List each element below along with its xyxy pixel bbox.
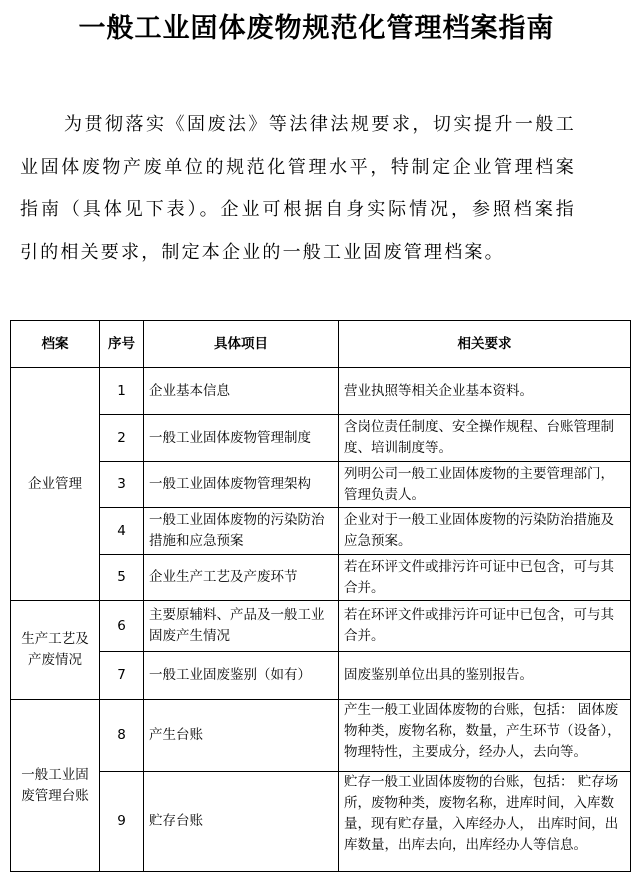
- row-requirement: 若在环评文件或排污许可证中已包含，可与其合并。: [339, 555, 631, 601]
- intro-paragraph: 为贯彻落实《固废法》等法律法规要求，切实提升一般工业固体废物产废单位的规范化管理水平，特制定企业管理档案指南（具体见下表）。企业可根据自身实际情况，参照档案指引的相关要求，制定本企业的一般工业固废管理档案。: [20, 114, 576, 263]
- row-item: 企业基本信息: [144, 368, 339, 415]
- table-row: [11, 652, 631, 700]
- row-requirement: 若在环评文件或排污许可证中已包含，可与其合并。: [339, 601, 631, 652]
- table-row: [11, 415, 631, 462]
- header-requirement: 相关要求: [339, 321, 631, 368]
- row-number: 1: [100, 368, 144, 415]
- header-item: 具体项目: [144, 321, 339, 368]
- row-requirement: 固废鉴别单位出具的鉴别报告。: [339, 652, 631, 700]
- row-number: 2: [100, 415, 144, 462]
- group-cell: 企业管理: [11, 368, 100, 601]
- table-row: [11, 700, 631, 772]
- group-cell: 一般工业固废管理台账: [11, 700, 100, 872]
- row-item: 一般工业固体废物管理架构: [144, 462, 339, 508]
- row-number: 3: [100, 462, 144, 508]
- archive-table: [10, 320, 631, 872]
- row-item: 一般工业固体废物的污染防治措施和应急预案: [144, 508, 339, 555]
- row-number: 5: [100, 555, 144, 601]
- page-title: 一般工业固体废物规范化管理档案指南: [78, 13, 555, 44]
- row-number: 7: [100, 652, 144, 700]
- header-archive: 档案: [11, 321, 100, 368]
- table-row: [11, 508, 631, 555]
- group-cell: 生产工艺及产废情况: [11, 601, 100, 700]
- row-requirement: 企业对于一般工业固体废物的污染防治措施及应急预案。: [339, 508, 631, 555]
- row-requirement: 贮存一般工业固体废物的台账，包括： 贮存场所，废物种类，废物名称，进库时间，入库数量，现有贮存量，入库经办人， 出库时间，出库数量，出库去向，出库经办人等信息。: [339, 772, 631, 872]
- header-number: 序号: [100, 321, 144, 368]
- row-number: 6: [100, 601, 144, 652]
- table-row: [11, 772, 631, 872]
- row-number: 9: [100, 772, 144, 872]
- table-row: [11, 462, 631, 508]
- table-row: [11, 601, 631, 652]
- row-item: 企业生产工艺及产废环节: [144, 555, 339, 601]
- row-item: 贮存台账: [144, 772, 339, 872]
- row-requirement: 产生一般工业固体废物的台账，包括： 固体废物种类，废物名称，数量，产生环节（设备），物理特性，主要成分，经办人，去向等。: [339, 700, 631, 772]
- row-number: 4: [100, 508, 144, 555]
- row-item: 一般工业固废鉴别（如有）: [144, 652, 339, 700]
- row-requirement: 列明公司一般工业固体废物的主要管理部门，管理负责人。: [339, 462, 631, 508]
- row-requirement: 含岗位责任制度、安全操作规程、台账管理制度、培训制度等。: [339, 415, 631, 462]
- table-row: [11, 555, 631, 601]
- table-row: [11, 368, 631, 415]
- row-requirement: 营业执照等相关企业基本资料。: [339, 368, 631, 415]
- row-item: 一般工业固体废物管理制度: [144, 415, 339, 462]
- row-item: 主要原辅料、产品及一般工业固废产生情况: [144, 601, 339, 652]
- row-item: 产生台账: [144, 700, 339, 772]
- table-header-row: [11, 321, 631, 368]
- row-number: 8: [100, 700, 144, 772]
